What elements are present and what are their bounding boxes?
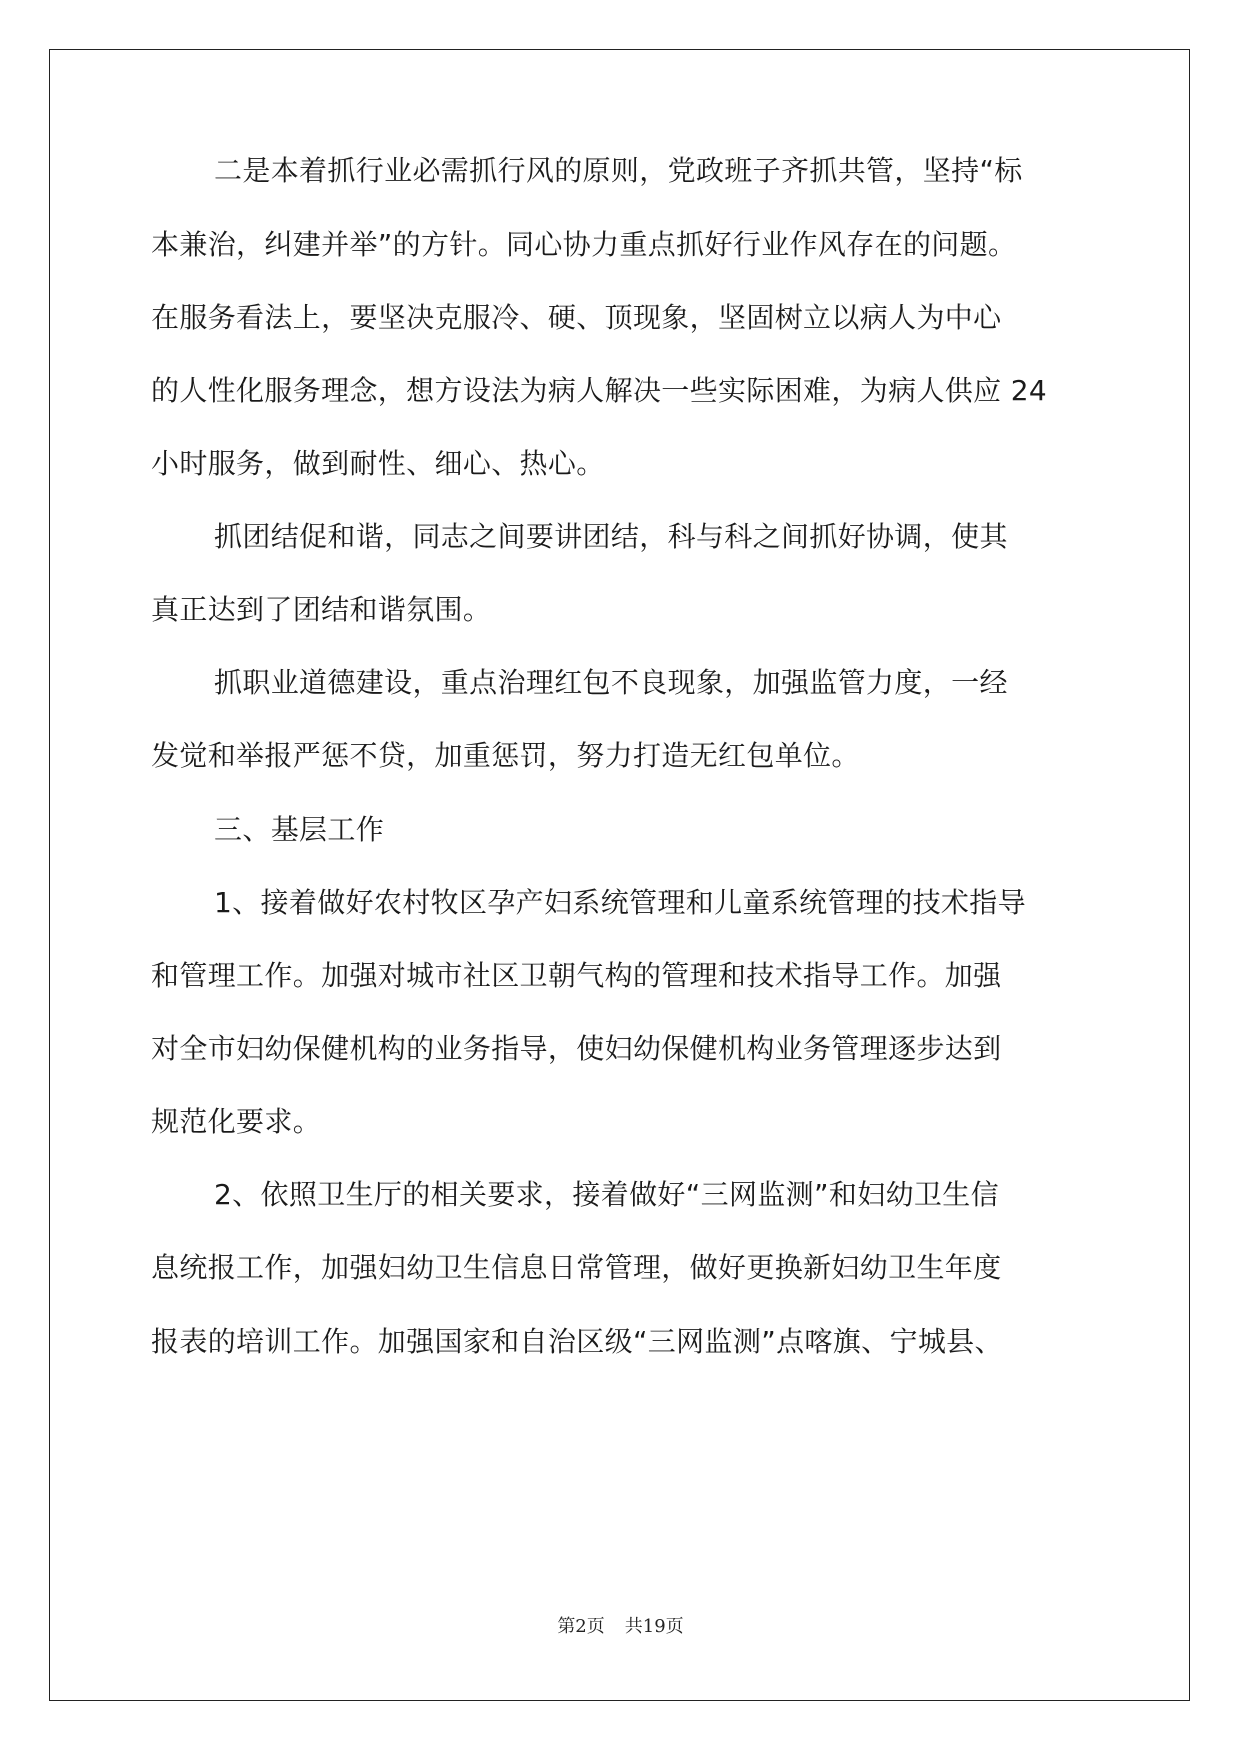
paragraph-line: 二是本着抓行业必需抓行风的原则，党政班子齐抓共管，坚持“标 — [214, 154, 1023, 187]
paragraph-line: 抓职业道德建设，重点治理红包不良现象，加强监管力度，一经 — [214, 666, 1008, 699]
total-pages-label: 共19页 — [624, 1616, 684, 1637]
paragraph-line: 在服务看法上，要坚决克服冷、硬、顶现象，坚固树立以病人为中心 — [151, 301, 1002, 334]
paragraph-line: 2、依照卫生厅的相关要求，接着做好“三网监测”和妇幼卫生信 — [214, 1178, 999, 1211]
page-border — [49, 49, 1190, 1701]
paragraph-line: 抓团结促和谐，同志之间要讲团结，科与科之间抓好协调，使其 — [214, 520, 1008, 553]
paragraph-line: 发觉和举报严惩不贷，加重惩罚，努力打造无红包单位。 — [151, 739, 860, 772]
paragraph-line: 息统报工作，加强妇幼卫生信息日常管理，做好更换新妇幼卫生年度 — [151, 1251, 1002, 1284]
section-heading: 三、基层工作 — [214, 813, 385, 846]
paragraph-line: 本兼治，纠建并举”的方针。同心协力重点抓好行业作风存在的问题。 — [151, 228, 1017, 261]
page-footer — [0, 1615, 1241, 1639]
paragraph-line: 规范化要求。 — [151, 1105, 322, 1138]
paragraph-line: 的人性化服务理念，想方设法为病人解决一些实际困难，为病人供应 24 — [151, 374, 1048, 407]
paragraph-line: 报表的培训工作。加强国家和自治区级“三网监测”点喀旗、宁城县、 — [151, 1325, 1003, 1358]
paragraph-line: 和管理工作。加强对城市社区卫朝气构的管理和技术指导工作。加强 — [151, 959, 1002, 992]
paragraph-line: 1、接着做好农村牧区孕产妇系统管理和儿童系统管理的技术指导 — [214, 886, 1026, 919]
paragraph-line: 对全市妇幼保健机构的业务指导，使妇幼保健机构业务管理逐步达到 — [151, 1032, 1002, 1065]
paragraph-line: 真正达到了团结和谐氛围。 — [151, 593, 492, 626]
paragraph-line: 小时服务，做到耐性、细心、热心。 — [151, 447, 605, 480]
current-page-label: 第2页 — [557, 1616, 605, 1637]
